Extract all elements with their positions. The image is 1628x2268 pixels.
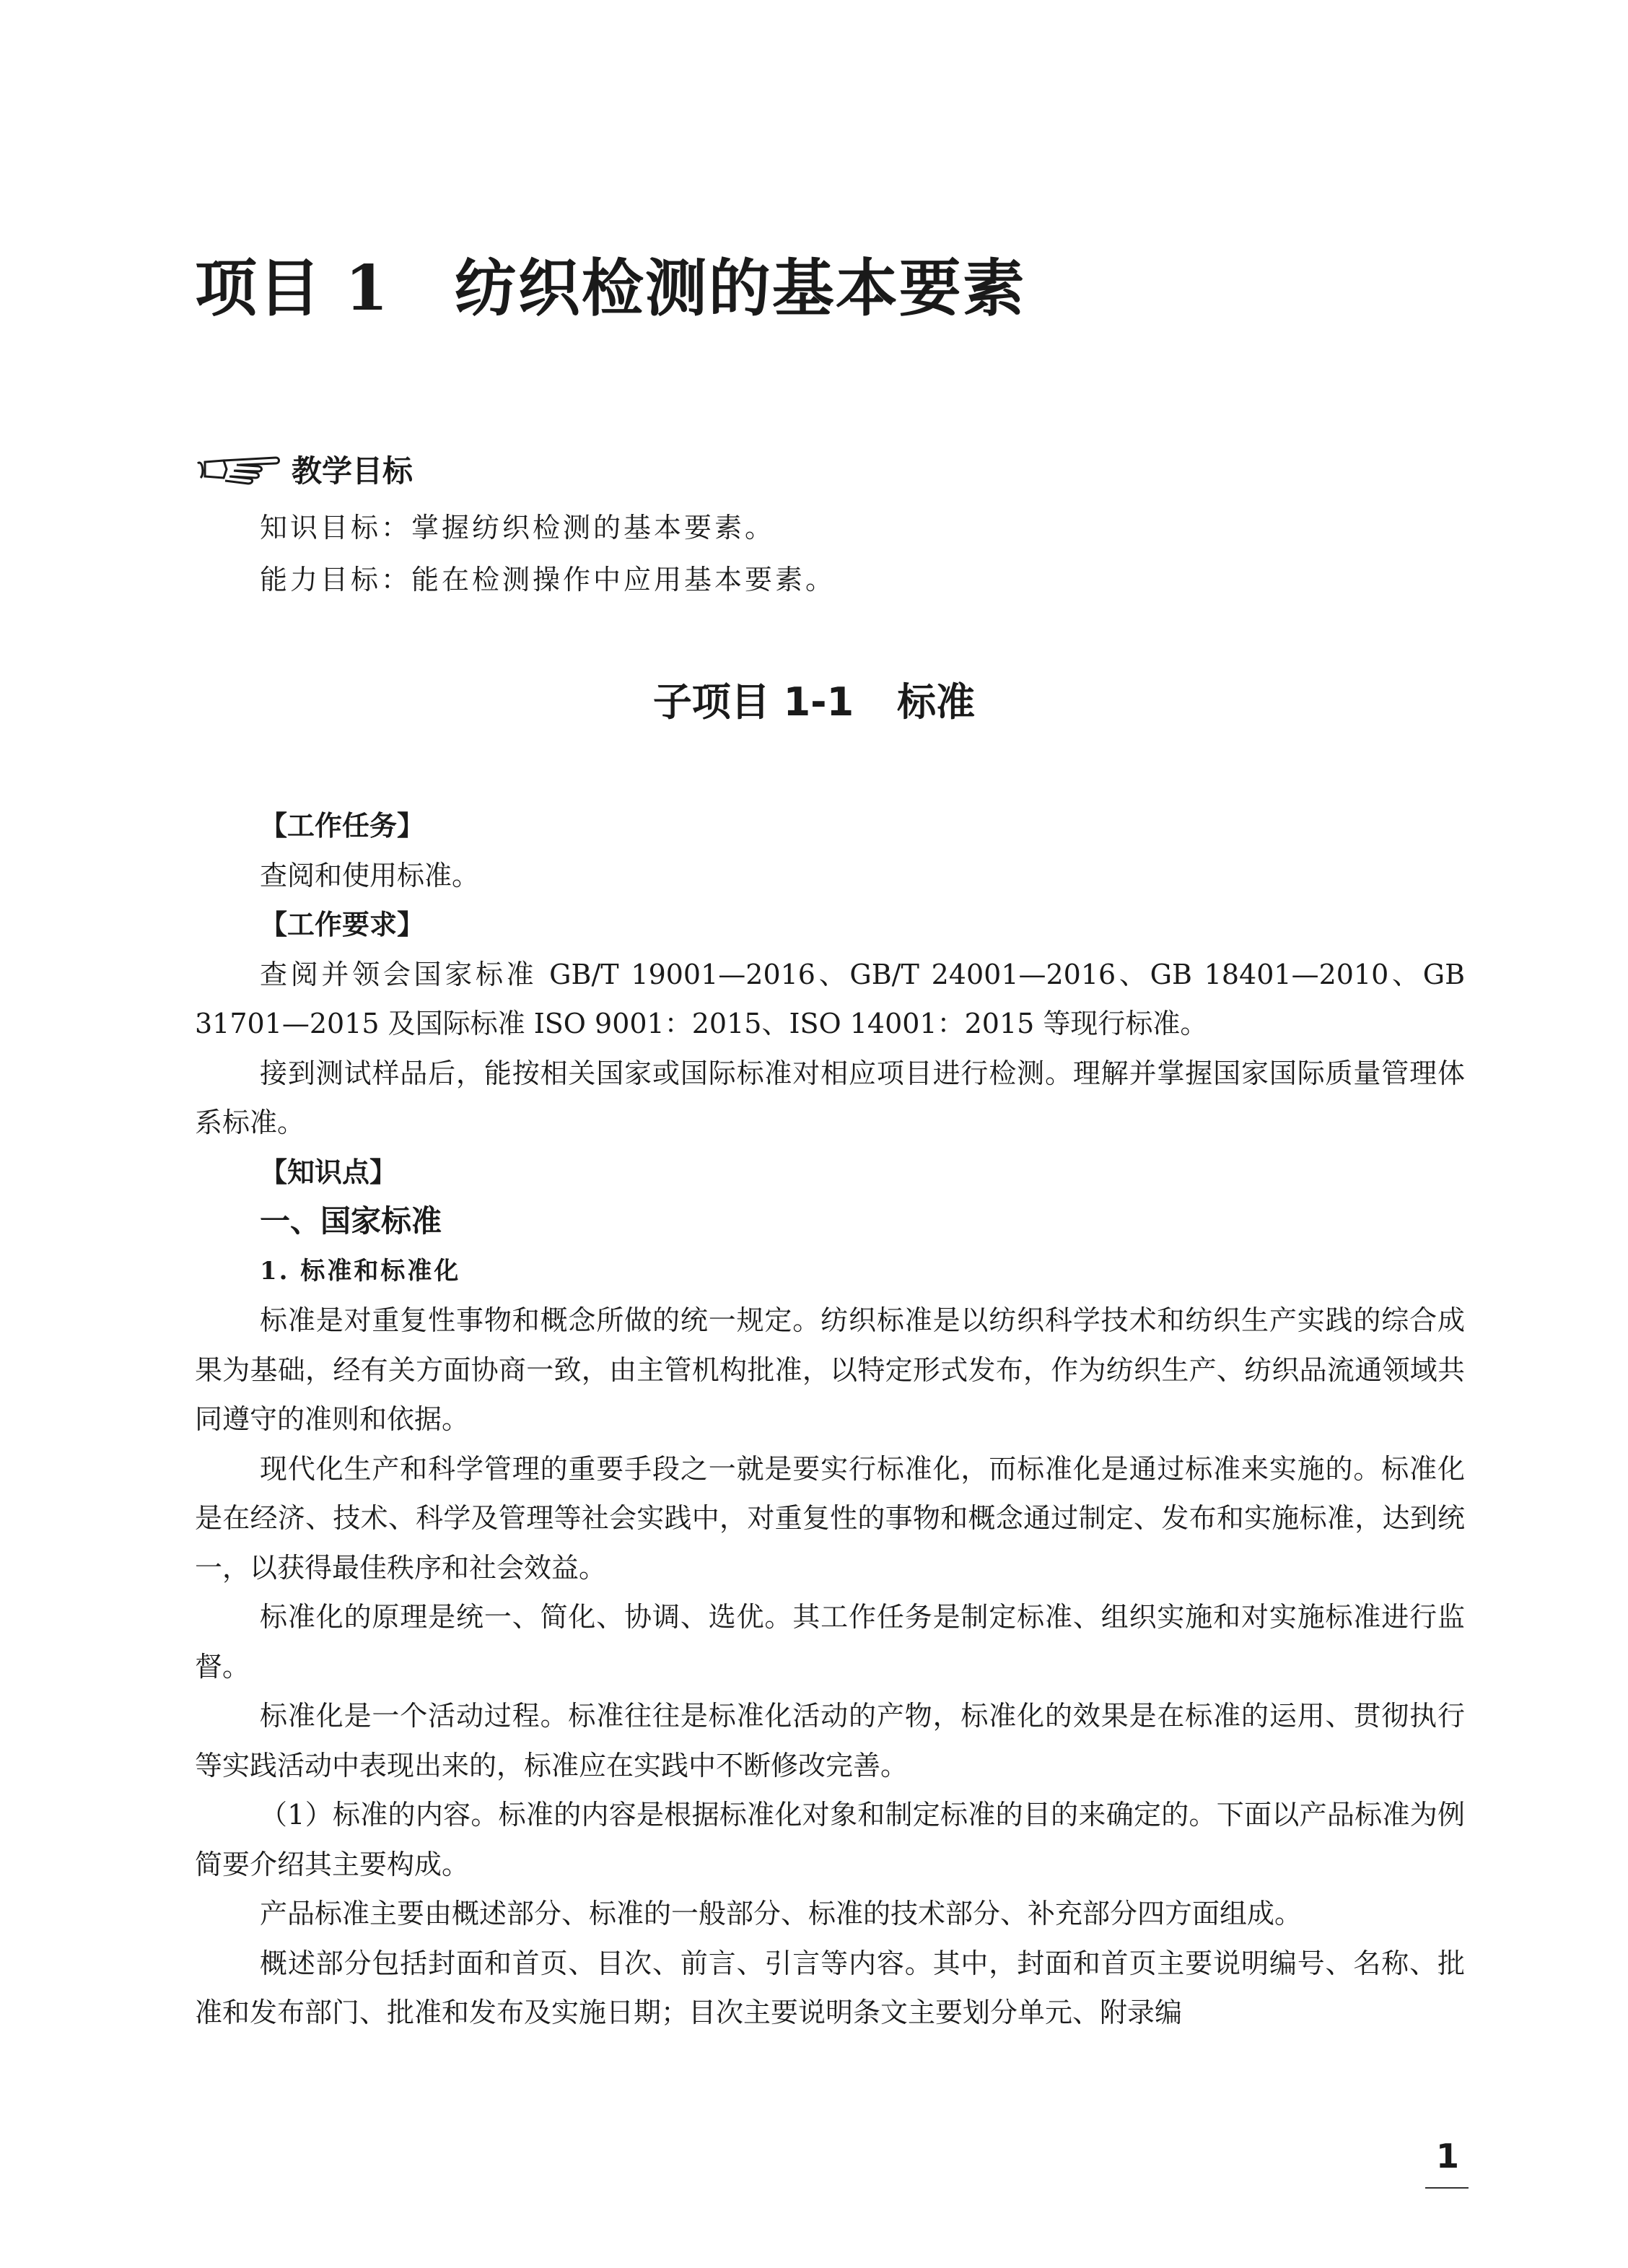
requirements-text-1: 查阅并领会国家标准 GB/T 19001—2016、GB/T 24001—2016、GB 18401—2010、GB 31701—2015 及国际标准 ISO 9001：2015、ISO 14001：2015 等现行标准。 (195, 958, 1465, 1039)
paragraph: 现代化生产和科学管理的重要手段之一就是要实行标准化，而标准化是通过标准来实施的。标准化是在经济、技术、科学及管理等社会实践中，对重复性的事物和概念通过制定、发布和实施标准，达到统一，以获得最佳秩序和社会效益。 (195, 1452, 1465, 1584)
paragraph: 标准是对重复性事物和概念所做的统一规定。纺织标准是以纺织科学技术和纺织生产实践的综合成果为基础，经有关方面协商一致，由主管机构批准，以特定形式发布，作为纺织生产、纺织品流通领域共同遵守的准则和依据。 (195, 1304, 1465, 1435)
task-heading: 【工作任务】 (260, 810, 425, 842)
knowledge-heading: 【知识点】 (260, 1156, 398, 1188)
chapter-name: 纺织检测的基本要素 (454, 252, 1026, 325)
task-text: 查阅和使用标准。 (260, 859, 480, 891)
paragraph: 标准化是一个活动过程。标准往往是标准化活动的产物，标准化的效果是在标准的运用、贯彻执行等实践活动中表现出来的，标准应在实践中不断修改完善。 (195, 1700, 1465, 1781)
objectives-heading-text: 教学目标 (292, 453, 413, 489)
paragraph: 概述部分包括封面和首页、目次、前言、引言等内容。其中，封面和首页主要说明编号、名称、批准和发布部门、批准和发布及实施日期；目次主要说明条文主要划分单元、附录编 (195, 1947, 1465, 2028)
chapter-label: 项目 1 (195, 252, 390, 325)
main-content (195, 801, 1465, 2038)
requirements-heading: 【工作要求】 (260, 909, 425, 941)
objectives-heading (195, 448, 413, 491)
paragraph: 标准化的原理是统一、简化、协调、选优。其工作任务是制定标准、组织实施和对实施标准进行监督。 (195, 1601, 1465, 1683)
section-heading-national-standards: 一、国家标准 (260, 1203, 442, 1239)
paragraph: （1）标准的内容。标准的内容是根据标准化对象和制定标准的目的来确定的。下面以产品标准为例简要介绍其主要构成。 (195, 1799, 1465, 1880)
subsection-heading-standards: 1. 标准和标准化 (260, 1256, 461, 1286)
page-number-rule (1425, 2187, 1469, 2189)
chapter-title (195, 238, 1026, 328)
ability-objective: 能力目标：能在检测操作中应用基本要素。 (260, 564, 836, 596)
requirements-text-2: 接到测试样品后，能按相关国家或国际标准对相应项目进行检测。理解并掌握国家国际质量管理体系标准。 (195, 1057, 1465, 1138)
knowledge-objective: 知识目标：掌握纺织检测的基本要素。 (260, 512, 776, 544)
subsection-title (0, 671, 1628, 727)
pointing-hand-icon (195, 449, 281, 489)
subsection-name: 标准 (897, 679, 976, 725)
subsection-label: 子项目 1-1 (652, 679, 854, 725)
paragraph: 产品标准主要由概述部分、标准的一般部分、标准的技术部分、补充部分四方面组成。 (260, 1898, 1303, 1929)
page-number: 1 (1436, 2137, 1460, 2176)
